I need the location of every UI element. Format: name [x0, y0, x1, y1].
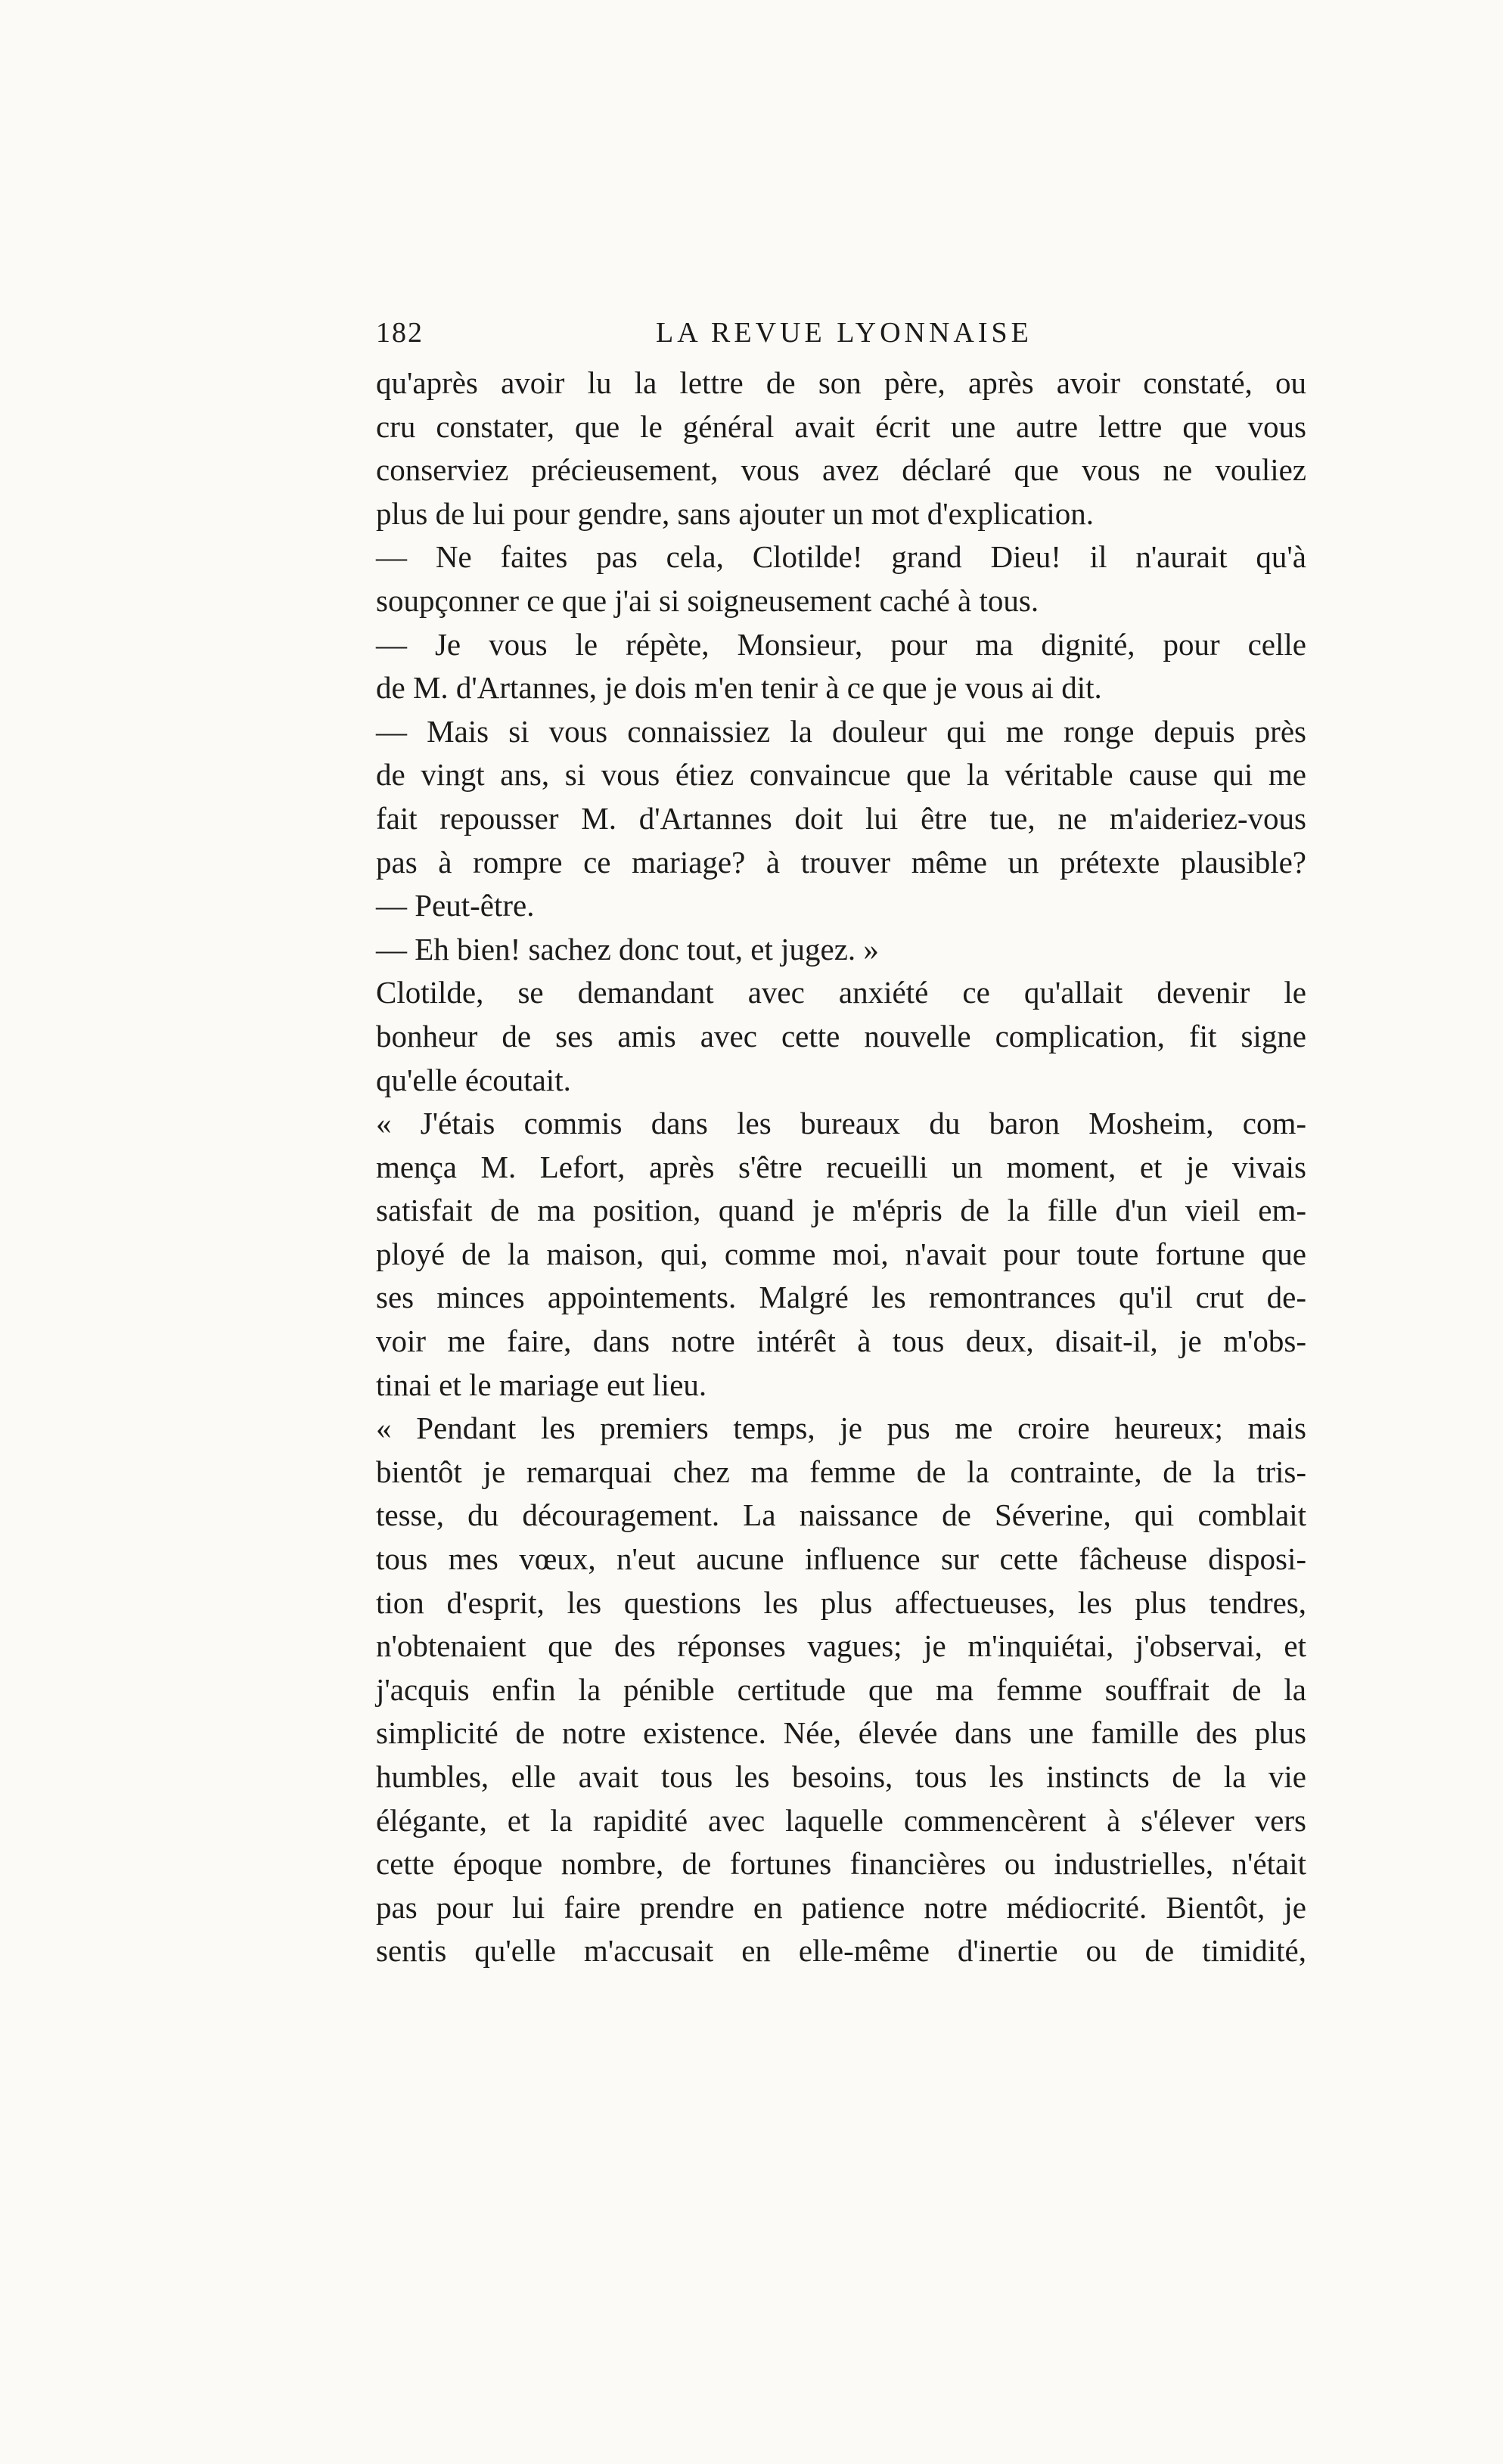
- text-line: pas à rompre ce mariage? à trouver même un prétexte plausible?: [376, 844, 1306, 880]
- text-line: tesse, du découragement. La naissance de Séverine, qui comblait: [376, 1497, 1306, 1533]
- text-line: « Pendant les premiers temps, je pus me croire heureux; mais: [376, 1410, 1306, 1446]
- text-line: sentis qu'elle m'accusait en elle-même d'inertie ou de timidité,: [376, 1933, 1306, 1969]
- text-line: Clotilde, se demandant avec anxiété ce qu'allait devenir le: [376, 975, 1306, 1010]
- text-line: voir me faire, dans notre intérêt à tous deux, disait-il, je m'obs-: [376, 1324, 1306, 1359]
- text-line: fait repousser M. d'Artannes doit lui être tue, ne m'aideriez-vous: [376, 800, 1306, 836]
- text-line: pas pour lui faire prendre en patience notre médiocrité. Bientôt, je: [376, 1889, 1306, 1925]
- text-line: qu'après avoir lu la lettre de son père, après avoir constaté, ou: [376, 365, 1306, 400]
- journal-title: LA REVUE LYONNAISE: [656, 317, 1033, 349]
- text-line: humbles, elle avait tous les besoins, tous les instincts de la vie: [376, 1759, 1306, 1794]
- text-line: soupçonner ce que j'ai si soigneusement caché à tous.: [376, 582, 1039, 618]
- text-line: ses minces appointements. Malgré les remontrances qu'il crut de-: [376, 1280, 1306, 1315]
- text-line: bonheur de ses amis avec cette nouvelle complication, fit signe: [376, 1018, 1306, 1054]
- text-line: élégante, et la rapidité avec laquelle commencèrent à s'élever vers: [376, 1802, 1306, 1838]
- text-line: conserviez précieusement, vous avez déclaré que vous ne vouliez: [376, 452, 1306, 488]
- text-line: cru constater, que le général avait écrit une autre lettre que vous: [376, 408, 1306, 444]
- text-line: — Ne faites pas cela, Clotilde! grand Dieu! il n'aurait qu'à: [376, 539, 1306, 575]
- text-line: de vingt ans, si vous étiez convaincue que la véritable cause qui me: [376, 757, 1306, 793]
- text-line: ployé de la maison, qui, comme moi, n'avait pour toute fortune que: [376, 1236, 1306, 1271]
- text-line: — Mais si vous connaissiez la douleur qui me ronge depuis près: [376, 713, 1306, 749]
- text-line: bientôt je remarquai chez ma femme de la contrainte, de la tris-: [376, 1454, 1306, 1489]
- text-line: — Eh bien! sachez donc tout, et jugez. »: [376, 931, 879, 967]
- text-line: n'obtenaient que des réponses vagues; je m'inquiétai, j'observai, et: [376, 1628, 1306, 1664]
- text-line: tion d'esprit, les questions les plus affectueuses, les plus tendres,: [376, 1584, 1306, 1620]
- page-number: 182: [376, 317, 424, 349]
- text-line: — Je vous le répète, Monsieur, pour ma dignité, pour celle: [376, 626, 1306, 662]
- text-line: satisfait de ma position, quand je m'épris de la fille d'un vieil em-: [376, 1193, 1306, 1228]
- text-line: de M. d'Artannes, je dois m'en tenir à ce que je vous ai dit.: [376, 670, 1102, 706]
- text-line: plus de lui pour gendre, sans ajouter un mot d'explication.: [376, 495, 1095, 531]
- body-text: [376, 362, 1306, 1973]
- text-line: mença M. Lefort, après s'être recueilli un moment, et je vivais: [376, 1149, 1306, 1184]
- text-line: — Peut-être.: [376, 888, 535, 923]
- text-line: tinai et le mariage eut lieu.: [376, 1367, 707, 1402]
- text-line: cette époque nombre, de fortunes financières ou industrielles, n'était: [376, 1846, 1306, 1882]
- text-line: qu'elle écoutait.: [376, 1062, 571, 1097]
- text-line: tous mes vœux, n'eut aucune influence sur cette fâcheuse disposi-: [376, 1541, 1306, 1577]
- text-line: j'acquis enfin la pénible certitude que ma femme souffrait de la: [376, 1671, 1306, 1707]
- text-line: « J'étais commis dans les bureaux du baron Mosheim, com-: [376, 1106, 1306, 1141]
- running-head: [376, 316, 1306, 362]
- text-line: simplicité de notre existence. Née, élevée dans une famille des plus: [376, 1715, 1306, 1751]
- book-page: [376, 316, 1306, 1973]
